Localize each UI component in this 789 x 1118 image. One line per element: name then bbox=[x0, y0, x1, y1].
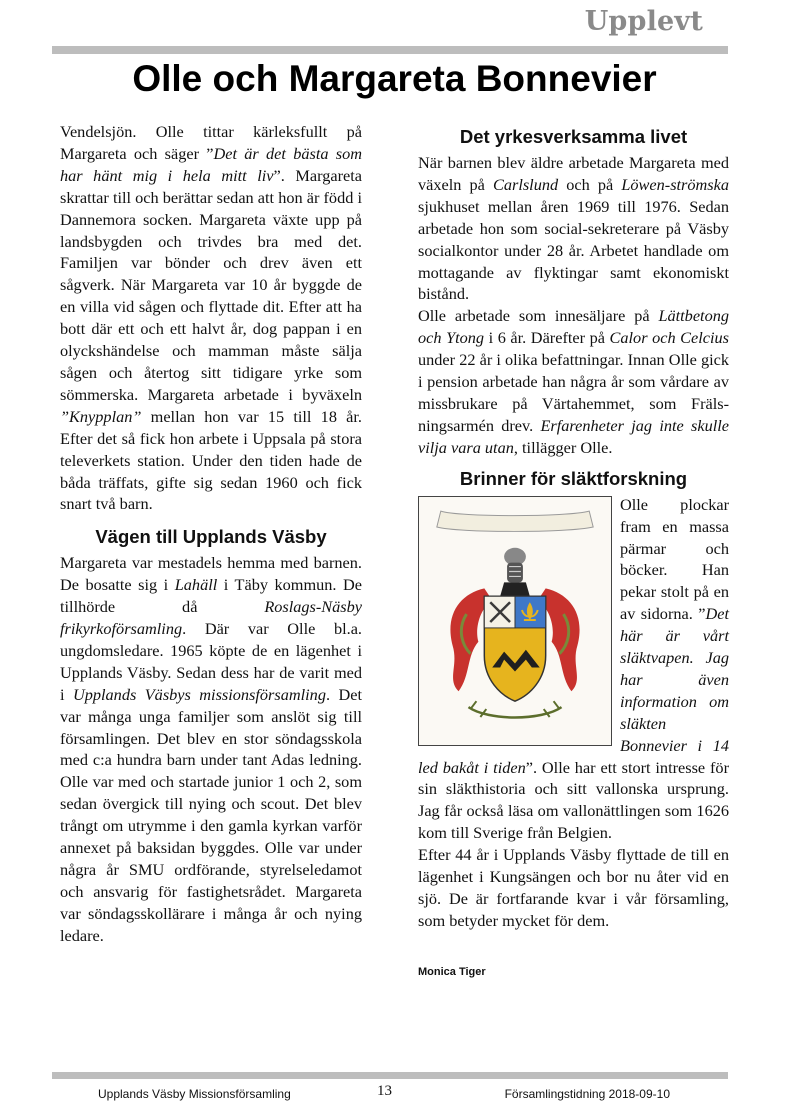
text-run: och på bbox=[558, 174, 622, 194]
text-run: i 6 år. Därefter på bbox=[484, 328, 610, 348]
italic-text: Upplands Väsbys missionsförsamling bbox=[72, 684, 326, 704]
text-run: i Täby kommun. De tillhörde då bbox=[60, 575, 362, 617]
text-run: ”. Margareta skrattar till och berättar sedan att hon är född i Dannemora socken. Margareta växte upp på landsbygden och trivdes bra med det. Familjen var bönder och drev även ett sågverk. När Margareta var 10 år byggde de en villa vid sågen och flyttade dit. Efter att ha bott där ett och ett halvt år, dog pappan i en olyckshändelse och mamman måste sälja sågen och återtog sitt tidigare yrke som sömmerska. Margareta arbetade i byväxeln bbox=[60, 165, 363, 404]
text-run: När barnen blev äldre arbetade Margareta med växeln på bbox=[418, 153, 729, 194]
text-run: sjukhuset mellan åren 1969 till 1976. Sedan arbetade hon som social-sekreterare på Väsby socialkontor under 28 år. Arbetet handlade om mottagande av flyktingar samt ekonomiskt bistånd. bbox=[418, 196, 729, 304]
subheading-slaktforskning: Brinner för släktforskning bbox=[459, 467, 688, 489]
footer bbox=[52, 1083, 728, 1107]
top-rule bbox=[52, 46, 728, 54]
italic-text: Calor och Celcius bbox=[609, 328, 729, 348]
text-run: mellan hon var 15 till 18 år. Efter det så fick hon arbete i Uppsala på stora televerkets station. Under den tiden hade de båda träffats, gifte sig sedan 1960 och fick snart två barn. bbox=[60, 406, 362, 514]
italic-text: Roslags-Näsby frikyrkoförsamling bbox=[60, 597, 362, 639]
page-number: 13 bbox=[377, 1083, 392, 1099]
article-title: Olle och Margareta Bonnevier bbox=[132, 58, 657, 99]
text-run: ”. Olle har ett stort intresse för sin släkthistoria och sitt vallonska ursprung. Jag får också läsa om vallonättlingen som 1626 kom till Sverige från Belgien. bbox=[418, 757, 729, 843]
bottom-rule bbox=[52, 1072, 728, 1079]
text-run: . Där var Olle bl.a. ungdomsledare. 1965 köpte de en lägenhet i Upplands Väsby. Sedan dess har de varit med i bbox=[60, 619, 362, 704]
right-column bbox=[418, 121, 729, 984]
text-run: under 22 år i olika befattningar. Innan Olle gick i pension arbetade han några år som vårdare av missbrukare på Värtahemmet, som Fräls-ningsarmén drev. bbox=[418, 350, 729, 435]
text-run: Margareta var mestadels hemma med barnen. De bosatte sig i bbox=[60, 553, 362, 595]
paragraph-vagen bbox=[60, 552, 362, 946]
left-column bbox=[60, 121, 362, 947]
paragraph-margareta-work bbox=[418, 152, 729, 305]
italic-text: Erfarenheter jag inte skulle vilja vara utan bbox=[418, 415, 729, 457]
italic-text: Lättbetong och Ytong bbox=[418, 306, 729, 348]
text-run: . Det var många unga familjer som anslöt sig till församlingen. Det blev en stor söndagsskola med c:a hundra barn under tant Adas ledning. Olle var med och startade junior 1 och 2, som sedan övergick till nying och scout. Det blev trångt om utrymme i den gamla kyrkan varför annexet på baksidan byggdes. Olle var under några år SMU ordförande, styrelseledamot och ansvarig för fastighetsrådet. Margareta var söndagsskollärare i många år och nying ledare. bbox=[60, 684, 362, 945]
italic-text: Löwen-strömska bbox=[621, 174, 729, 194]
paragraph-olle-work bbox=[418, 305, 729, 458]
italic-text: ”Knypplan” bbox=[60, 406, 142, 426]
text-run: Olle plockar fram en massa pärmar och böcker. Han pekar stolt på en av sidorna. ” bbox=[620, 494, 729, 624]
subheading-vagen: Vägen till Upplands Väsby bbox=[95, 526, 327, 548]
intro-paragraph bbox=[60, 121, 362, 515]
italic-text: Det här är vårt släktvapen. Jag har även information om släkten Bonnevier i 14 led bakåt i tiden bbox=[418, 604, 729, 777]
text-run: Olle arbetade som innesäljare på bbox=[418, 306, 659, 326]
section-label: Upplevt bbox=[584, 6, 703, 37]
coat-of-arms-icon bbox=[418, 496, 612, 746]
text-run: Efter 44 år i Upplands Väsby flyttade de till en lägenhet i Kungsängen och bor nu åter vid en sjö. De är fortfarande kvar i vår församling, som betyder mycket för dem. bbox=[418, 845, 729, 930]
subheading-yrkesverksamma: Det yrkesverksamma livet bbox=[459, 126, 688, 147]
italic-text: Det är det bästa som har hänt mig i hela mitt liv bbox=[60, 143, 362, 185]
italic-text: Lahäll bbox=[174, 575, 218, 595]
byline: Monica Tiger bbox=[418, 965, 486, 978]
paragraph-kungsangen bbox=[418, 844, 729, 932]
text-run: Vendelsjön. Olle tittar kärleksfullt på Margareta och säger ” bbox=[60, 122, 362, 163]
footer-publisher: Upplands Väsby Missionsförsamling bbox=[98, 1087, 291, 1101]
italic-text: Carlslund bbox=[492, 174, 559, 194]
text-run: , tillägger Olle. bbox=[513, 437, 613, 457]
footer-issue: Församlingstidning 2018-09-10 bbox=[504, 1087, 670, 1101]
